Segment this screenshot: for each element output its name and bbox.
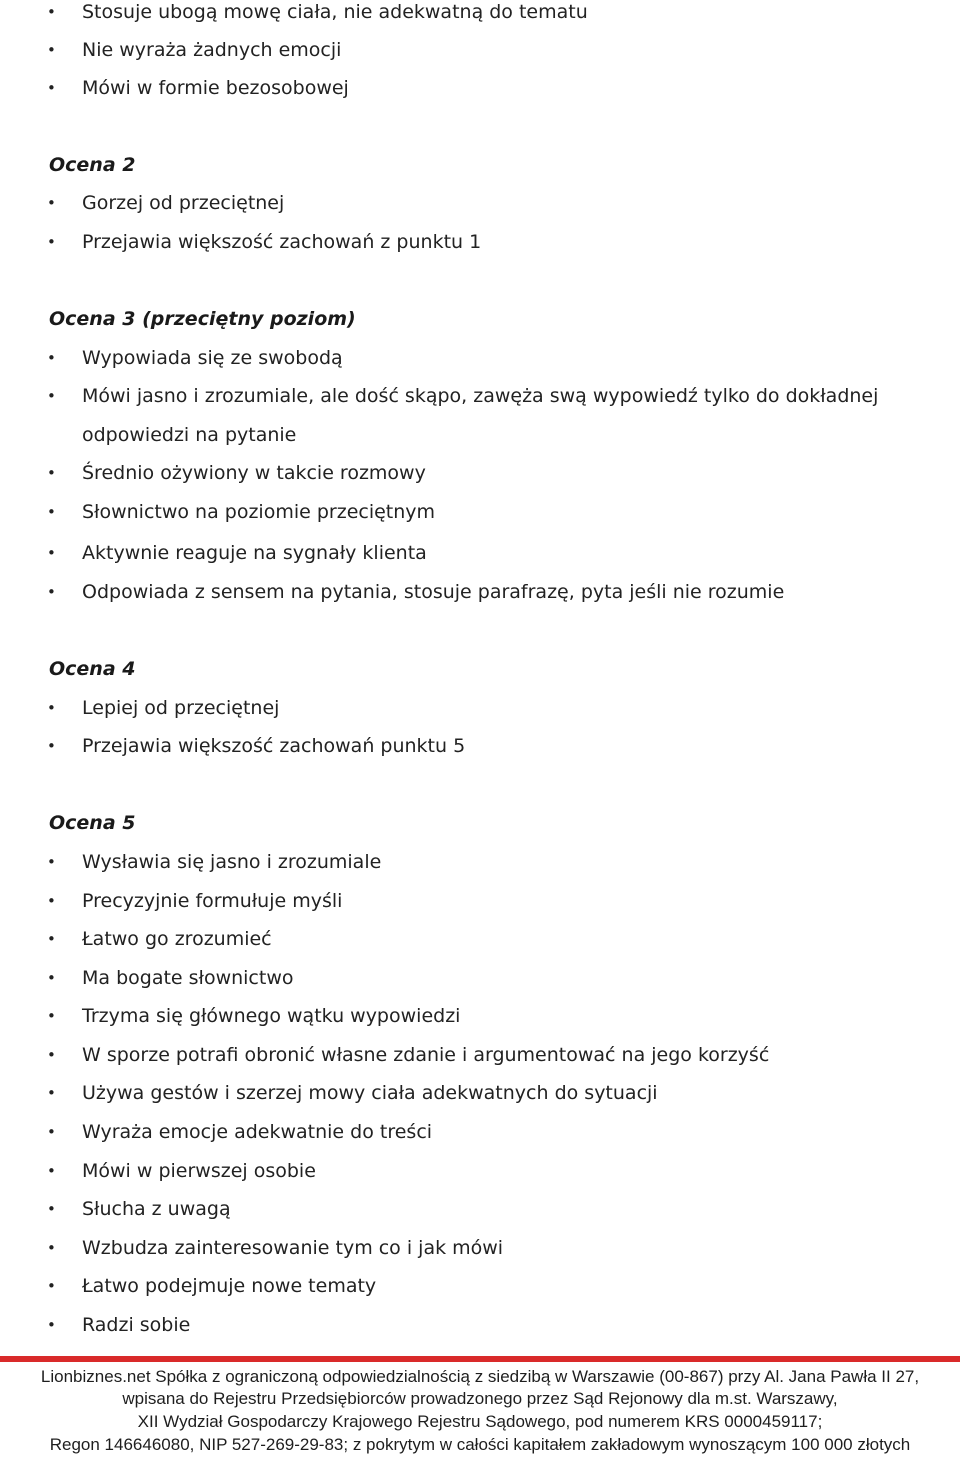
bullet-icon: • bbox=[47, 387, 56, 405]
list-item-text: Łatwo go zrozumieć bbox=[82, 928, 272, 950]
list-item-text: Aktywnie reaguje na sygnały klienta bbox=[82, 542, 427, 564]
bullet-icon: • bbox=[47, 349, 56, 367]
bullet-icon: • bbox=[47, 464, 56, 482]
list-item-text: Wysławia się jasno i zrozumiale bbox=[82, 851, 382, 873]
bullet-icon: • bbox=[47, 1123, 56, 1141]
list-item-text: W sporze potrafi obronić własne zdanie i argumentować na jego korzyść bbox=[82, 1044, 770, 1066]
section-heading-ocena-5: Ocena 5 bbox=[49, 812, 136, 834]
list-item-text: Wyraża emocje adekwatnie do treści bbox=[82, 1121, 433, 1143]
bullet-icon: • bbox=[47, 79, 56, 97]
footer-divider bbox=[0, 1356, 960, 1362]
bullet-icon: • bbox=[47, 3, 56, 21]
bullet-icon: • bbox=[47, 41, 56, 59]
footer-company-line: Lionbiznes.net Spółka z ograniczoną odpowiedzialnością z siedzibą w Warszawie (00-867) przy Al. Jana Pawła II 27, bbox=[40, 1367, 920, 1386]
page-footer bbox=[0, 1352, 960, 1458]
bullet-icon: • bbox=[47, 969, 56, 987]
section-heading-ocena-3: Ocena 3 (przeciętny poziom) bbox=[49, 308, 356, 330]
section-heading-ocena-2: Ocena 2 bbox=[49, 154, 136, 176]
bullet-icon: • bbox=[47, 699, 56, 717]
bullet-icon: • bbox=[47, 1316, 56, 1334]
list-item-text: Nie wyraża żadnych emocji bbox=[82, 39, 342, 61]
list-item-text: Stosuje ubogą mowę ciała, nie adekwatną do tematu bbox=[82, 1, 588, 23]
bullet-icon: • bbox=[47, 1007, 56, 1025]
list-item-text: Lepiej od przeciętnej bbox=[82, 697, 280, 719]
bullet-icon: • bbox=[47, 503, 56, 521]
list-item-text: odpowiedzi na pytanie bbox=[82, 424, 297, 446]
list-item-text: Przejawia większość zachowań z punktu 1 bbox=[82, 231, 482, 253]
bullet-icon: • bbox=[47, 544, 56, 562]
list-item-text: Odpowiada z sensem na pytania, stosuje parafrazę, pyta jeśli nie rozumie bbox=[82, 581, 785, 603]
section-heading-ocena-4: Ocena 4 bbox=[49, 658, 136, 680]
list-item-text: Gorzej od przeciętnej bbox=[82, 192, 285, 214]
bullet-icon: • bbox=[47, 1200, 56, 1218]
bullet-icon: • bbox=[47, 1046, 56, 1064]
list-item-text: Mówi w formie bezosobowej bbox=[82, 77, 349, 99]
list-item-text: Średnio ożywiony w takcie rozmowy bbox=[82, 462, 426, 484]
bullet-icon: • bbox=[47, 583, 56, 601]
list-item-text: Wzbudza zainteresowanie tym co i jak mówi bbox=[82, 1237, 504, 1259]
list-item-text: Używa gestów i szerzej mowy ciała adekwatnych do sytuacji bbox=[82, 1082, 658, 1104]
list-item-text: Przejawia większość zachowań punktu 5 bbox=[82, 735, 466, 757]
list-item-text: Precyzyjnie formułuje myśli bbox=[82, 890, 343, 912]
footer-regon-line: Regon 146646080, NIP 527-269-29-83; z pokrytym w całości kapitałem zakładowym wynoszącym 100 000 złotych bbox=[49, 1435, 911, 1454]
list-item-text: Słucha z uwagą bbox=[82, 1198, 231, 1220]
list-item-text: Mówi jasno i zrozumiale, ale dość skąpo, zawęża swą wypowiedź tylko do dokładnej bbox=[82, 385, 879, 407]
bullet-icon: • bbox=[47, 1239, 56, 1257]
bullet-icon: • bbox=[47, 1162, 56, 1180]
bullet-icon: • bbox=[47, 892, 56, 910]
bullet-icon: • bbox=[47, 1084, 56, 1102]
bullet-icon: • bbox=[47, 930, 56, 948]
list-item-text: Słownictwo na poziomie przeciętnym bbox=[82, 501, 436, 523]
list-item-text: Radzi sobie bbox=[82, 1314, 191, 1336]
bullet-icon: • bbox=[47, 194, 56, 212]
list-item-text: Ma bogate słownictwo bbox=[82, 967, 294, 989]
list-item-text: Mówi w pierwszej osobie bbox=[82, 1160, 316, 1182]
bullet-icon: • bbox=[47, 737, 56, 755]
footer-krs-line: XII Wydział Gospodarczy Krajowego Rejestru Sądowego, pod numerem KRS 0000459117; bbox=[137, 1412, 823, 1431]
list-item-text: Łatwo podejmuje nowe tematy bbox=[82, 1275, 377, 1297]
footer-registry-line: wpisana do Rejestru Przedsiębiorców prowadzonego przez Sąd Rejonowy dla m.st. Warszawy, bbox=[122, 1389, 838, 1408]
bullet-icon: • bbox=[47, 1277, 56, 1295]
list-item-text: Wypowiada się ze swobodą bbox=[82, 347, 343, 369]
bullet-icon: • bbox=[47, 853, 56, 871]
bullet-icon: • bbox=[47, 233, 56, 251]
list-item-text: Trzyma się głównego wątku wypowiedzi bbox=[82, 1005, 461, 1027]
